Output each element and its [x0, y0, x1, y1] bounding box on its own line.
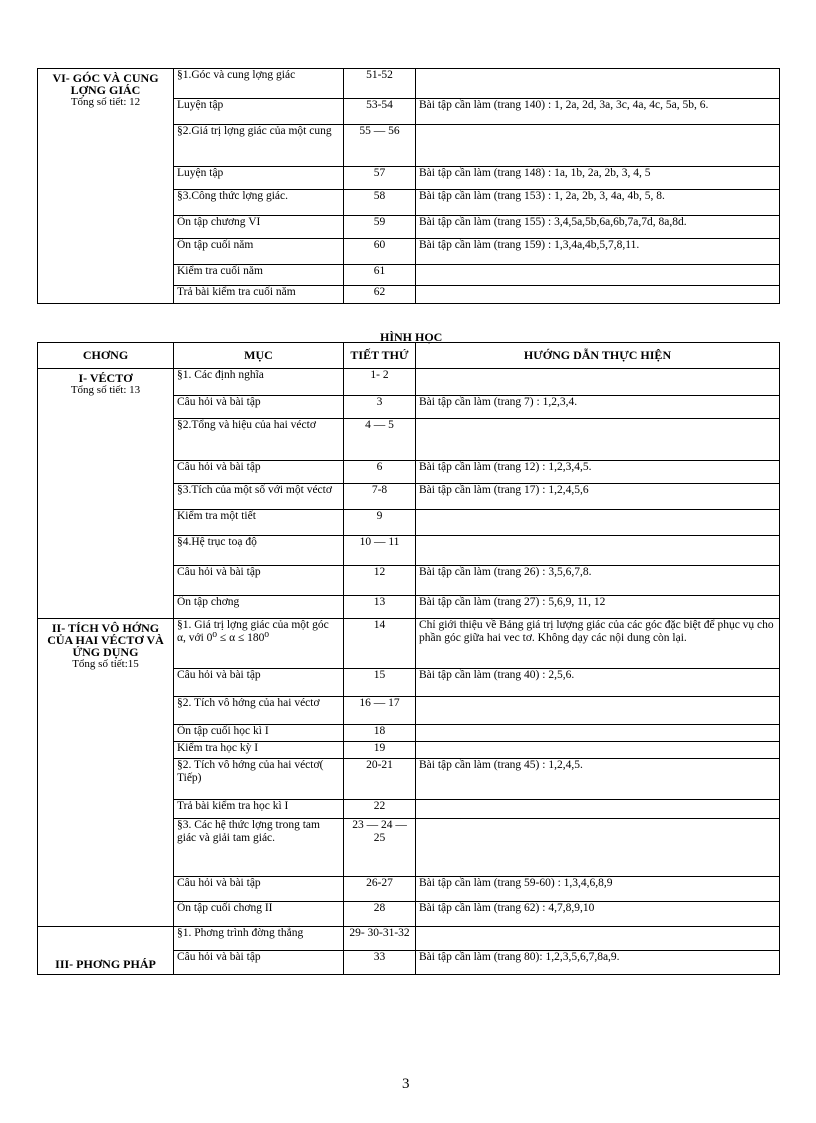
item-cell: Kiểm tra một tiết	[174, 510, 344, 536]
note-cell: Bài tập cần làm (trang 12) : 1,2,3,4,5.	[416, 461, 780, 484]
item-cell: Luyện tập	[174, 167, 344, 190]
note-cell	[416, 800, 780, 819]
period-cell: 1- 2	[344, 369, 416, 396]
item-cell: §3.Tích của một số với một véctơ	[174, 484, 344, 510]
item-cell: Ôn tập cuối chơng II	[174, 902, 344, 927]
item-cell: §2. Tích vô hớng của hai véctơ( Tiếp)	[174, 759, 344, 800]
chapter-cell	[38, 369, 174, 619]
period-cell: 61	[344, 265, 416, 286]
note-cell	[416, 265, 780, 286]
note-cell: Bài tập cần làm (trang 155) : 3,4,5a,5b,6a,6b,7a,7d, 8a,8d.	[416, 216, 780, 239]
period-cell: 10 — 11	[344, 536, 416, 566]
header-chapter: CHƠNG	[38, 343, 174, 369]
item-cell: Câu hỏi và bài tập	[174, 396, 344, 419]
period-cell: 22	[344, 800, 416, 819]
period-cell: 58	[344, 190, 416, 216]
period-cell: 28	[344, 902, 416, 927]
period-cell: 15	[344, 669, 416, 697]
period-cell: 51-52	[344, 69, 416, 99]
period-cell: 62	[344, 286, 416, 304]
table-row	[38, 369, 780, 396]
period-cell: 9	[344, 510, 416, 536]
period-cell: 6	[344, 461, 416, 484]
item-cell: §1. Các định nghĩa	[174, 369, 344, 396]
chapter-total: Tổng số tiết:15	[72, 658, 139, 670]
note-cell: Bài tập cần làm (trang 17) : 1,2,4,5,6	[416, 484, 780, 510]
page-number: 3	[402, 1076, 410, 1092]
table-geometry	[37, 342, 780, 975]
note-cell: Bài tập cần làm (trang 7) : 1,2,3,4.	[416, 396, 780, 419]
table-row	[38, 619, 780, 669]
item-cell: Câu hỏi và bài tập	[174, 461, 344, 484]
note-cell: Bài tập cần làm (trang 45) : 1,2,4,5.	[416, 759, 780, 800]
header-item: MỤC	[174, 343, 344, 369]
note-cell: Bài tập cần làm (trang 80): 1,2,3,5,6,7,8a,9.	[416, 951, 780, 975]
period-cell: 26-27	[344, 877, 416, 902]
note-cell: Bài tập cần làm (trang 27) : 5,6,9, 11, 12	[416, 596, 780, 619]
period-cell: 16 — 17	[344, 697, 416, 725]
item-cell: §2. Tích vô hớng của hai véctơ	[174, 697, 344, 725]
note-cell	[416, 742, 780, 759]
chapter-name: III- PHƠNG PHÁP	[55, 957, 156, 971]
item-cell: Câu hỏi và bài tập	[174, 877, 344, 902]
item-cell: §3. Các hệ thức lợng trong tam giác và giải tam giác.	[174, 819, 344, 877]
period-cell: 12	[344, 566, 416, 596]
note-cell	[416, 697, 780, 725]
period-cell: 20-21	[344, 759, 416, 800]
chapter-total: Tổng số tiết: 13	[70, 384, 141, 396]
note-cell	[416, 536, 780, 566]
note-cell: Bài tập cần làm (trang 26) : 3,5,6,7,8.	[416, 566, 780, 596]
item-cell: Ôn tập cuối năm	[174, 239, 344, 265]
note-cell	[416, 369, 780, 396]
period-cell: 60	[344, 239, 416, 265]
item-cell: §1. Giá trị lợng giác của một góc α, với 0⁰ ≤ α ≤ 180⁰	[174, 619, 344, 669]
table-section-vi	[37, 68, 780, 304]
header-guide: HƯỚNG DẪN THỰC HIỆN	[416, 343, 780, 369]
note-cell: Bài tập cần làm (trang 140) : 1, 2a, 2d, 3a, 3c, 4a, 4c, 5a, 5b, 6.	[416, 99, 780, 125]
item-cell: Kiểm tra cuối năm	[174, 265, 344, 286]
note-cell	[416, 725, 780, 742]
period-cell: 7-8	[344, 484, 416, 510]
note-cell: Bài tập cần làm (trang 40) : 2,5,6.	[416, 669, 780, 697]
note-cell	[416, 419, 780, 461]
period-cell: 57	[344, 167, 416, 190]
period-cell: 3	[344, 396, 416, 419]
period-cell: 33	[344, 951, 416, 975]
note-cell	[416, 819, 780, 877]
item-cell: §4.Hệ trục toạ độ	[174, 536, 344, 566]
chapter-cell	[38, 619, 174, 927]
chapter-name: I- VÉCTƠ	[78, 371, 133, 385]
chapter-total: Tổng số tiết: 12	[70, 96, 141, 108]
chapter-name: VI- GÓC VÀ CUNG LỢNG GIÁC	[52, 71, 159, 97]
table-row	[38, 69, 780, 99]
note-cell	[416, 69, 780, 99]
note-cell	[416, 286, 780, 304]
note-cell	[416, 510, 780, 536]
note-cell: Bài tập cần làm (trang 148) : 1a, 1b, 2a, 2b, 3, 4, 5	[416, 167, 780, 190]
item-cell: Câu hỏi và bài tập	[174, 951, 344, 975]
item-cell: Ôn tập chương VI	[174, 216, 344, 239]
chapter-cell	[38, 69, 174, 304]
period-cell: 19	[344, 742, 416, 759]
note-cell: Bài tập cần làm (trang 62) : 4,7,8,9,10	[416, 902, 780, 927]
item-cell: §2.Tổng và hiệu của hai véctơ	[174, 419, 344, 461]
item-cell: §3.Công thức lợng giác.	[174, 190, 344, 216]
period-cell: 55 — 56	[344, 125, 416, 167]
note-cell: Bài tập cần làm (trang 159) : 1,3,4a,4b,5,7,8,11.	[416, 239, 780, 265]
period-cell: 23 — 24 — 25	[344, 819, 416, 877]
item-cell: Luyện tập	[174, 99, 344, 125]
period-cell: 29- 30-31-32	[344, 927, 416, 951]
note-cell: Bài tập cần làm (trang 153) : 1, 2a, 2b, 3, 4a, 4b, 5, 8.	[416, 190, 780, 216]
geometry-title: HÌNH HỌC	[380, 330, 443, 344]
period-cell: 18	[344, 725, 416, 742]
chapter-name: II- TÍCH VÔ HỚNG CỦA HAI VÉCTƠ VÀ ỨNG DỤNG	[47, 621, 164, 659]
chapter-cell	[38, 927, 174, 975]
item-cell: §1. Phơng trình đờng thẳng	[174, 927, 344, 951]
period-cell: 53-54	[344, 99, 416, 125]
item-cell: §2.Giá trị lợng giác của một cung	[174, 125, 344, 167]
note-cell: Chỉ giới thiệu về Bảng giá trị lượng giác của các góc đặc biệt để phục vụ cho phần góc giữa hai vec tơ. Không dạy các nội dung còn lại.	[416, 619, 780, 669]
note-cell	[416, 927, 780, 951]
period-cell: 13	[344, 596, 416, 619]
item-cell: Ôn tập cuối học kì I	[174, 725, 344, 742]
item-cell: Trả bài kiểm tra học kì I	[174, 800, 344, 819]
table-row	[38, 927, 780, 951]
item-cell: Câu hỏi và bài tập	[174, 566, 344, 596]
item-cell: §1.Góc và cung lợng giác	[174, 69, 344, 99]
item-cell: Ôn tập chơng	[174, 596, 344, 619]
item-cell: Kiểm tra học kỳ I	[174, 742, 344, 759]
item-cell: Câu hỏi và bài tập	[174, 669, 344, 697]
header-period: TIẾT THỨ	[344, 343, 416, 369]
period-cell: 4 — 5	[344, 419, 416, 461]
note-cell	[416, 125, 780, 167]
note-cell: Bài tập cần làm (trang 59-60) : 1,3,4,6,8,9	[416, 877, 780, 902]
item-cell: Trả bài kiểm tra cuối năm	[174, 286, 344, 304]
period-cell: 14	[344, 619, 416, 669]
period-cell: 59	[344, 216, 416, 239]
